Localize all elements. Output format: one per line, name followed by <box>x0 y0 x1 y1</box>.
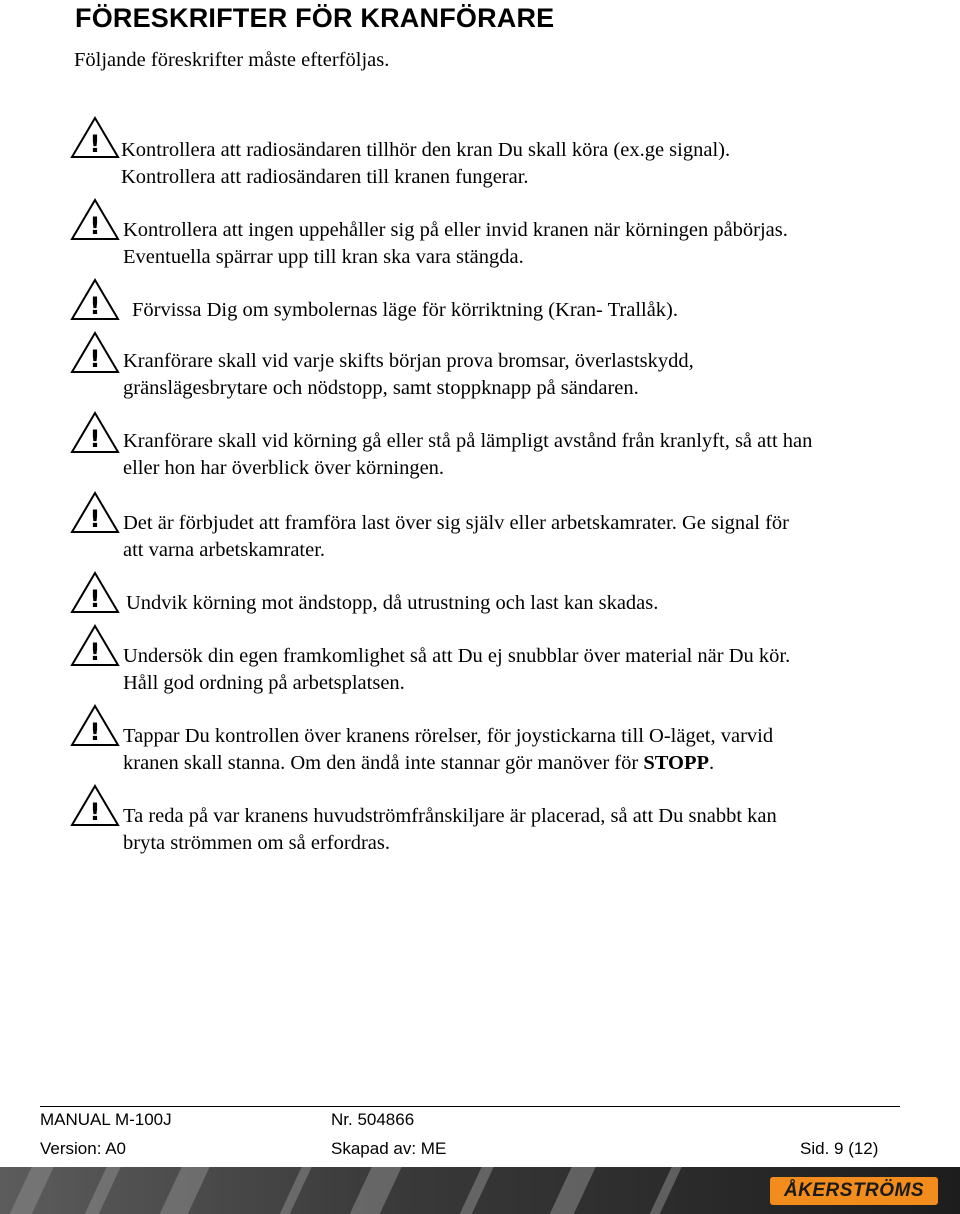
warning-line: Kontrollera att ingen uppehåller sig på eller invid kranen när körningen påbörjas. <box>123 219 788 241</box>
warning-line-with-emphasis <box>123 750 960 777</box>
warning-triangle-icon <box>70 704 120 748</box>
warning-line: Eventuella spärrar upp till kran ska vara stängda. <box>123 246 524 268</box>
footer-banner <box>0 1167 960 1214</box>
svg-text:!: ! <box>89 425 101 453</box>
svg-text:!: ! <box>89 638 101 666</box>
manual-label: MANUAL M-100J <box>40 1110 172 1129</box>
warning-triangle-icon <box>70 198 120 242</box>
warning-triangle-icon <box>70 411 120 455</box>
created-by-label: Skapad av: ME <box>331 1139 447 1158</box>
svg-text:!: ! <box>89 718 101 746</box>
svg-text:!: ! <box>89 345 101 373</box>
warning-triangle-icon <box>70 491 120 535</box>
sentence-end: . <box>709 752 715 774</box>
warning-line: kranen skall stanna. Om den ändå inte stannar gör manöver för <box>123 752 644 774</box>
svg-text:!: ! <box>89 292 101 320</box>
warning-line: eller hon har överblick över körningen. <box>123 457 445 479</box>
warning-line: Kranförare skall vid körning gå eller stå på lämpligt avstånd från kranlyft, så att han <box>123 430 813 452</box>
warning-triangle-icon <box>70 784 120 828</box>
warning-line: Håll god ordning på arbetsplatsen. <box>123 672 405 694</box>
footer-divider <box>40 1106 900 1107</box>
warning-line: Ta reda på var kranens huvudströmfrånskiljare är placerad, så att Du snabbt kan <box>123 805 777 827</box>
page-footer <box>0 1100 960 1214</box>
stopp-emphasis: STOPP <box>643 752 710 774</box>
warning-triangle-icon <box>70 624 120 668</box>
akerstroms-logo <box>770 1177 938 1205</box>
warning-line: att varna arbetskamrater. <box>123 539 326 561</box>
page-number: Sid. 9 (12) <box>800 1139 879 1158</box>
warning-line: bryta strömmen om så erfordras. <box>123 832 390 854</box>
warning-line: Det är förbjudet att framföra last över sig själv eller arbetskamrater. Ge signal för <box>123 512 789 534</box>
svg-text:!: ! <box>89 585 101 613</box>
svg-text:!: ! <box>89 798 101 826</box>
warning-line: Kontrollera att radiosändaren tillhör den kran Du skall köra (ex.ge signal). <box>121 139 731 161</box>
logo-text: ÅKERSTRÖMS <box>783 1180 925 1201</box>
warning-triangle-icon <box>70 116 120 160</box>
version-label: Version: A0 <box>40 1139 127 1158</box>
page-subtitle: Följande föreskrifter måste efterföljas. <box>74 49 390 71</box>
warning-line: Tappar Du kontrollen över kranens rörelser, för joystickarna till O-läget, varvid <box>123 725 774 747</box>
document-number: Nr. 504866 <box>331 1110 415 1129</box>
svg-text:!: ! <box>89 505 101 533</box>
warning-triangle-icon <box>70 278 120 322</box>
warning-line: gränslägesbrytare och nödstopp, samt stoppknapp på sändaren. <box>123 377 639 399</box>
page-title: FÖRESKRIFTER FÖR KRANFÖRARE <box>75 3 555 33</box>
warning-line: Undvik körning mot ändstopp, då utrustning och last kan skadas. <box>126 592 659 614</box>
warning-line: Kranförare skall vid varje skifts början prova bromsar, överlastskydd, <box>123 350 694 372</box>
warning-triangle-icon <box>70 571 120 615</box>
warning-line: Förvissa Dig om symbolernas läge för körriktning (Kran- Trallåk). <box>132 299 679 321</box>
warning-line: Undersök din egen framkomlighet så att Du ej snubblar över material när Du kör. <box>123 645 791 667</box>
svg-text:!: ! <box>89 212 101 240</box>
warning-triangle-icon <box>70 331 120 375</box>
warning-line: Kontrollera att radiosändaren till kranen fungerar. <box>121 166 529 188</box>
svg-text:!: ! <box>89 130 101 158</box>
